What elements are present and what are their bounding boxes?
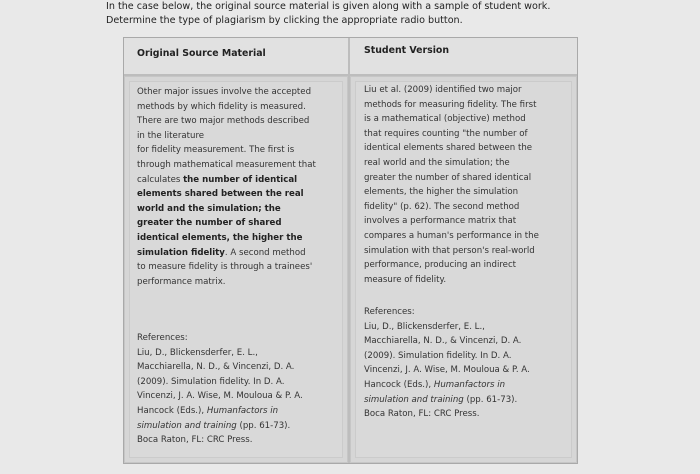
reference-line: Vincenzi, J. A. Wise, M. Mouloua & P. A.	[364, 365, 530, 376]
student-line: identical elements shared between the	[364, 143, 533, 154]
original-line: performance matrix.	[137, 276, 226, 287]
original-line: simulation fidelity. A second method	[137, 247, 306, 258]
reference-line: Hancock (Eds.), Humanfactors in	[364, 379, 506, 390]
student-line: compares a human's performance in the	[364, 230, 539, 241]
student-line: methods for measuring fidelity. The first	[364, 99, 537, 110]
instructions-line-1: In the case below, the original source material is given along with a sample of student work.	[106, 1, 551, 12]
reference-line: Hancock (Eds.), Humanfactors in	[137, 405, 279, 416]
original-line: through mathematical measurement that	[137, 159, 316, 170]
book-title: simulation and training	[137, 420, 237, 431]
original-highlight: the number of identical	[183, 174, 298, 185]
original-header-label: Original Source Material	[137, 48, 266, 59]
original-highlight: greater the number of shared	[137, 218, 282, 229]
original-line: to measure fidelity is through a trainees'	[137, 262, 313, 273]
student-line: elements, the higher the simulation	[364, 187, 519, 198]
student-line: that requires counting "the number of	[364, 128, 528, 139]
references-heading: References:	[364, 307, 415, 317]
student-line: performance, producing an indirect	[364, 260, 517, 271]
original-references	[137, 331, 347, 448]
original-column	[124, 38, 350, 463]
reference-line: simulation and training (pp. 61-73).	[137, 420, 291, 431]
original-line: Other major issues involve the accepted	[137, 87, 312, 97]
student-line: real world and the simulation; the	[364, 157, 510, 168]
student-passage	[364, 83, 574, 287]
reference-line: Liu, D., Blickensderfer, E. L.,	[364, 321, 485, 332]
reference-line: Macchiarella, N. D., & Vincenzi, D. A.	[137, 362, 295, 373]
book-title: Humanfactors in	[433, 379, 506, 390]
original-highlight: simulation fidelity	[137, 247, 225, 258]
original-line: in the literature	[137, 130, 205, 141]
original-line: for fidelity measurement. The first is	[137, 145, 295, 156]
student-line: greater the number of shared identical	[364, 172, 532, 183]
references-heading: References:	[137, 333, 188, 343]
reference-line: Macchiarella, N. D., & Vincenzi, D. A.	[364, 336, 522, 347]
student-line: fidelity" (p. 62). The second method	[364, 201, 520, 212]
reference-line: (2009). Simulation fidelity. In D. A.	[137, 376, 285, 387]
original-header	[124, 38, 348, 76]
reference-line: Boca Raton, FL: CRC Press.	[137, 435, 253, 446]
original-line	[137, 216, 347, 231]
instructions-line-2: Determine the type of plagiarism by clicking the appropriate radio button.	[106, 14, 463, 26]
original-line: There are two major methods described	[137, 116, 310, 127]
book-title: Humanfactors in	[206, 405, 279, 416]
reference-line: Vincenzi, J. A. Wise, M. Mouloua & P. A.	[137, 391, 303, 402]
student-references	[364, 305, 579, 422]
student-column	[350, 38, 577, 463]
reference-line: Liu, D., Blickensderfer, E. L.,	[137, 347, 258, 358]
original-line: methods by which fidelity is measured.	[137, 101, 306, 112]
original-highlight: elements shared between the real	[137, 189, 304, 200]
original-highlight: identical elements, the higher the	[137, 232, 303, 243]
student-line: is a mathematical (objective) method	[364, 114, 526, 125]
original-highlight: world and the simulation; the	[137, 203, 281, 214]
comparison-table	[123, 37, 578, 464]
original-passage	[137, 85, 347, 289]
reference-line: (2009). Simulation fidelity. In D. A.	[364, 350, 512, 361]
student-line: simulation with that person's real-world	[364, 245, 535, 256]
reference-line: Boca Raton, FL: CRC Press.	[364, 409, 480, 420]
book-title: simulation and training	[364, 394, 464, 405]
original-line	[137, 187, 347, 202]
reference-line: simulation and training (pp. 61-73).	[364, 394, 518, 405]
student-line: measure of fidelity.	[364, 274, 447, 285]
instructions	[106, 0, 626, 27]
original-line	[137, 202, 347, 217]
student-header-label: Student Version	[364, 45, 450, 56]
student-line: involves a performance matrix that	[364, 216, 517, 227]
student-line: Liu et al. (2009) identified two major	[364, 85, 522, 95]
student-header	[350, 38, 577, 76]
original-line	[137, 231, 347, 246]
original-line: calculates the number of identical	[137, 174, 298, 185]
